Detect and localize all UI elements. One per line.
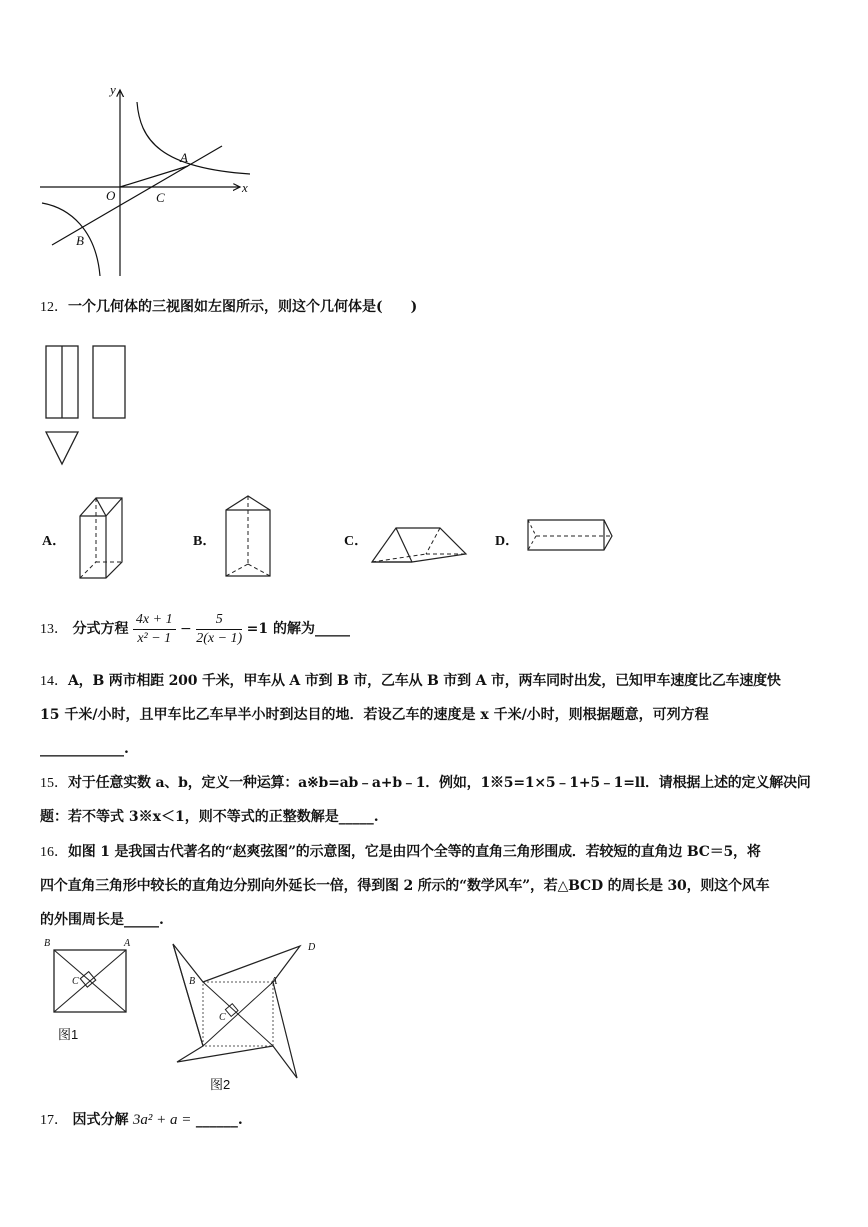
question-prefix: 分式方程 — [72, 621, 129, 637]
option-b-label[interactable]: B． — [193, 534, 217, 549]
point-label-b: B — [76, 233, 84, 248]
figure-1-svg — [40, 938, 140, 1018]
question-14-line-3: ____________. — [40, 741, 129, 757]
origin-label: O — [106, 188, 116, 203]
three-view-drawing — [40, 340, 140, 470]
question-line-1: 如图 1 是我国古代著名的“赵爽弦图”的示意图，它是由四个全等的直角三角形围成．若较短的直角边 BC＝5，将 — [68, 844, 761, 860]
question-suffix: =1 的解为_____ — [246, 621, 351, 637]
minus-sign: − — [180, 621, 192, 637]
point-label-c: C — [156, 190, 165, 205]
option-c-label[interactable]: C． — [344, 534, 369, 549]
option-a-label[interactable]: A． — [42, 534, 67, 549]
figure-2-svg — [165, 938, 325, 1088]
line-ab — [52, 146, 222, 245]
question-16-line-2: 四个直角三角形中较长的直角边分别向外延长一倍，得到图 2 所示的“数学风车”，若△BCD 的周长是 30，则这个风车 — [40, 878, 770, 894]
figure-1 — [40, 938, 140, 1048]
hyperbola-branch-2 — [42, 203, 100, 276]
figure-1-label-c: C — [72, 976, 79, 987]
three-view-svg — [40, 340, 140, 470]
question-line-1: A，B 两市相距 200 千米，甲车从 A 市到 B 市，乙车从 B 市到 A 市，两车同时出发，已知甲车速度比乙车速度快 — [68, 673, 781, 689]
fraction-2-numerator: 5 — [196, 611, 242, 630]
question-15-line-2: 题：若不等式 3※x＜1，则不等式的正整数解是_____. — [40, 809, 379, 825]
coordinate-graph-svg — [30, 80, 260, 280]
question-15 — [40, 773, 811, 794]
option-a-figure[interactable] — [76, 494, 126, 584]
fraction-1-denominator: x² − 1 — [137, 630, 172, 646]
question-14-line-2: 15 千米/小时，且甲车比乙车早半小时到达目的地．若设乙车的速度是 x 千米/小时，则根据题意，可列方程 — [40, 707, 709, 723]
question-number: 14． — [40, 674, 68, 689]
question-number: 16． — [40, 845, 68, 860]
figure-1-caption: 图1 — [58, 1027, 79, 1042]
question-number: 12． — [40, 300, 68, 315]
question-expression: 3a² + a = — [132, 1112, 192, 1128]
question-number: 13． — [40, 622, 68, 637]
question-13 — [40, 607, 350, 651]
fraction-1 — [133, 611, 176, 648]
figure-2-label-d: D — [308, 942, 316, 953]
question-12 — [40, 297, 417, 318]
question-prefix: 因式分解 — [72, 1112, 129, 1128]
top-view — [46, 432, 78, 464]
question-number: 17． — [40, 1113, 68, 1128]
option-d-figure[interactable] — [524, 516, 616, 556]
fraction-1-numerator: 4x + 1 — [133, 611, 176, 630]
question-line-1: 对于任意实数 a、b，定义一种运算：a※b=ab﹣a+b﹣1．例如，1※5=1×5﹣1+5﹣1=ll．请根据上述的定义解决问 — [68, 775, 811, 791]
question-16-line-3: 的外围周长是_____. — [40, 912, 164, 928]
axis-label-y: y — [110, 82, 116, 97]
figure-2-label-b: B — [189, 976, 196, 987]
figure-2-label-a: A — [271, 976, 278, 987]
option-c-figure[interactable] — [370, 520, 470, 566]
question-14 — [40, 671, 781, 692]
coordinate-graph — [30, 80, 260, 280]
fraction-2 — [196, 611, 242, 648]
axis-label-x: x — [242, 180, 248, 195]
option-d-label[interactable]: D． — [495, 534, 520, 549]
question-text: 一个几何体的三视图如左图所示，则这个几何体是( ) — [68, 299, 418, 315]
figure-2-caption: 图2 — [210, 1077, 231, 1092]
figure-1-label-b: B — [44, 938, 51, 949]
point-label-a: A — [180, 150, 188, 165]
fraction-2-denominator: 2(x − 1) — [196, 630, 243, 646]
side-view — [93, 346, 125, 418]
question-number: 15． — [40, 776, 68, 791]
line-oa — [120, 166, 188, 187]
figure-1-label-a: A — [124, 938, 131, 949]
answer-blank[interactable]: ______. — [195, 1112, 243, 1128]
question-16 — [40, 842, 761, 863]
option-b-figure[interactable] — [222, 494, 274, 584]
figure-2-label-c: C — [219, 1012, 226, 1023]
question-17 — [40, 1110, 243, 1131]
figure-2 — [165, 938, 325, 1093]
